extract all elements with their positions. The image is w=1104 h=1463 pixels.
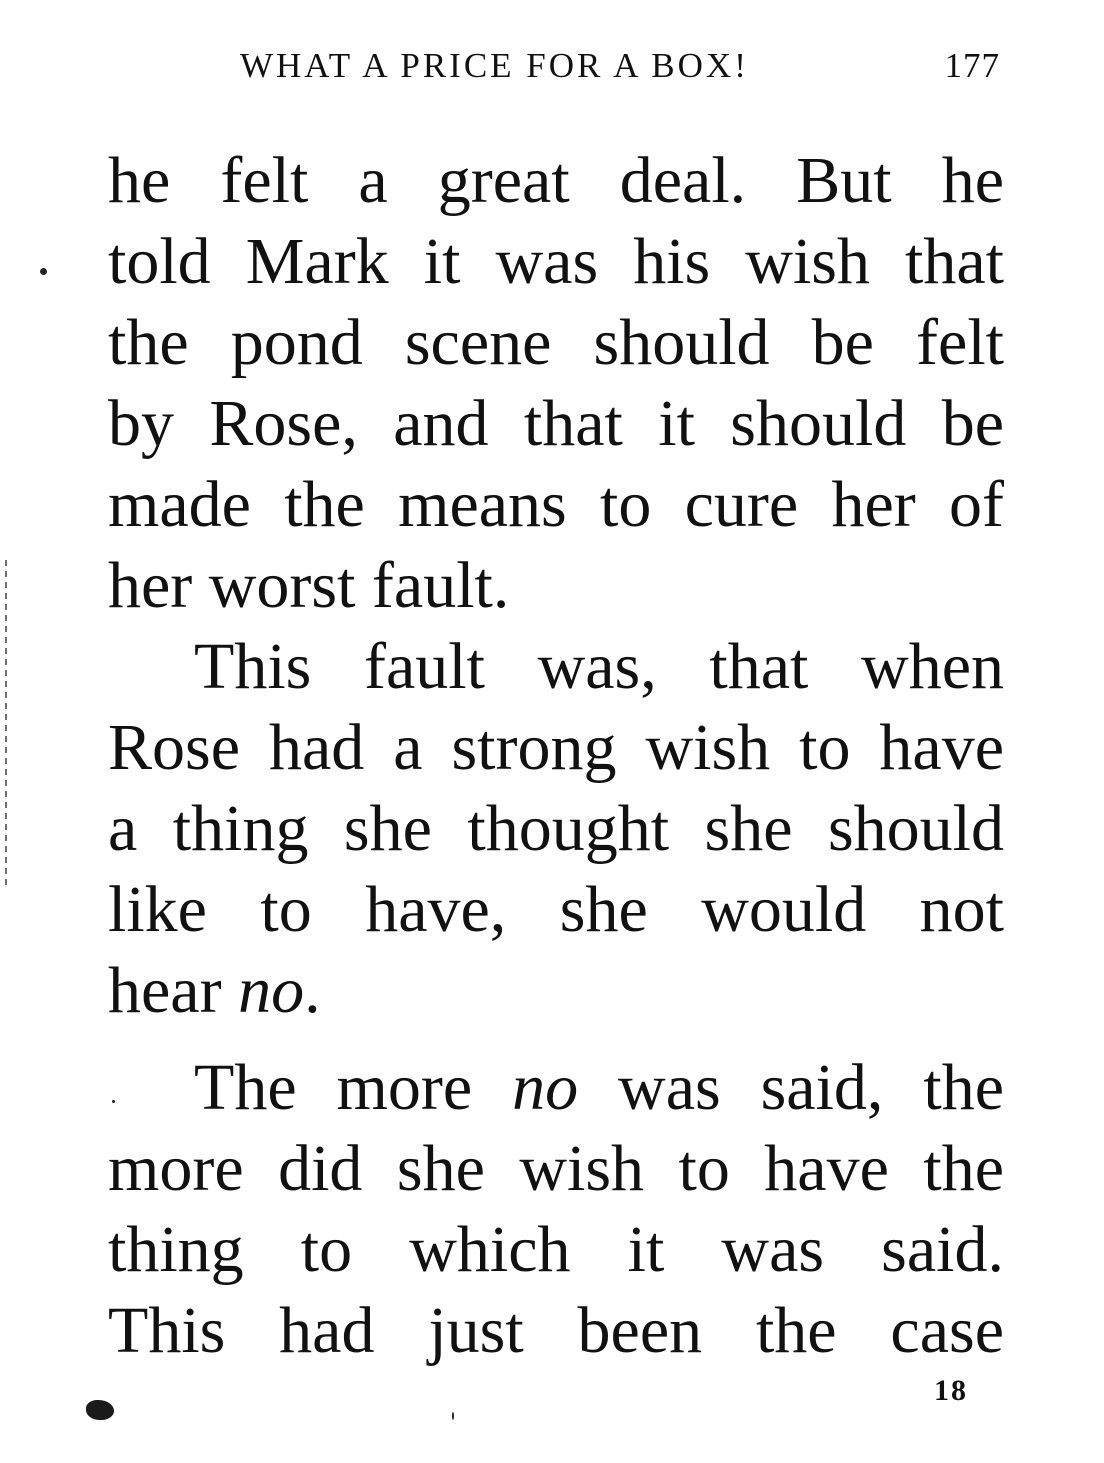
signature-mark: 18	[934, 1374, 968, 1407]
text-line: by Rose, and that it should be	[108, 387, 1004, 460]
text-fragment: .	[304, 954, 321, 1027]
text-fragment: The more	[194, 1051, 513, 1124]
text-line: a thing she thought she should	[108, 792, 1004, 865]
text-line: This fault was, that when	[194, 630, 1004, 703]
text-line: told Mark it was his wish that	[108, 225, 1004, 298]
text-line	[108, 950, 1004, 1031]
text-line: the pond scene should be felt	[108, 306, 1004, 379]
emphasis-word: no	[238, 954, 305, 1027]
running-title: WHAT A PRICE FOR A BOX!	[240, 46, 749, 85]
paragraph-gap	[108, 1031, 1004, 1047]
margin-speck	[112, 1100, 115, 1103]
text-line: like to have, she would not	[108, 873, 1004, 946]
page-edge-marks	[5, 560, 7, 890]
text-line	[108, 1047, 1004, 1128]
text-line: he felt a great deal. But he	[108, 144, 1004, 217]
text-line: thing to which it was said.	[108, 1213, 1004, 1286]
body-text	[108, 140, 1004, 1371]
page-number: 177	[944, 46, 1000, 85]
text-fragment: hear	[108, 954, 239, 1027]
text-fragment: was said, the	[578, 1051, 1004, 1124]
text-line: more did she wish to have the	[108, 1132, 1004, 1205]
margin-speck	[40, 268, 47, 275]
text-line: This had just been the case	[108, 1294, 1004, 1367]
text-line: Rose had a strong wish to have	[108, 711, 1004, 784]
margin-speck	[452, 1412, 454, 1420]
running-head	[240, 46, 1000, 90]
text-line: her worst fault.	[108, 549, 510, 622]
emphasis-word: no	[512, 1051, 579, 1124]
text-line: made the means to cure her of	[108, 468, 1004, 541]
ink-blot	[86, 1400, 114, 1420]
